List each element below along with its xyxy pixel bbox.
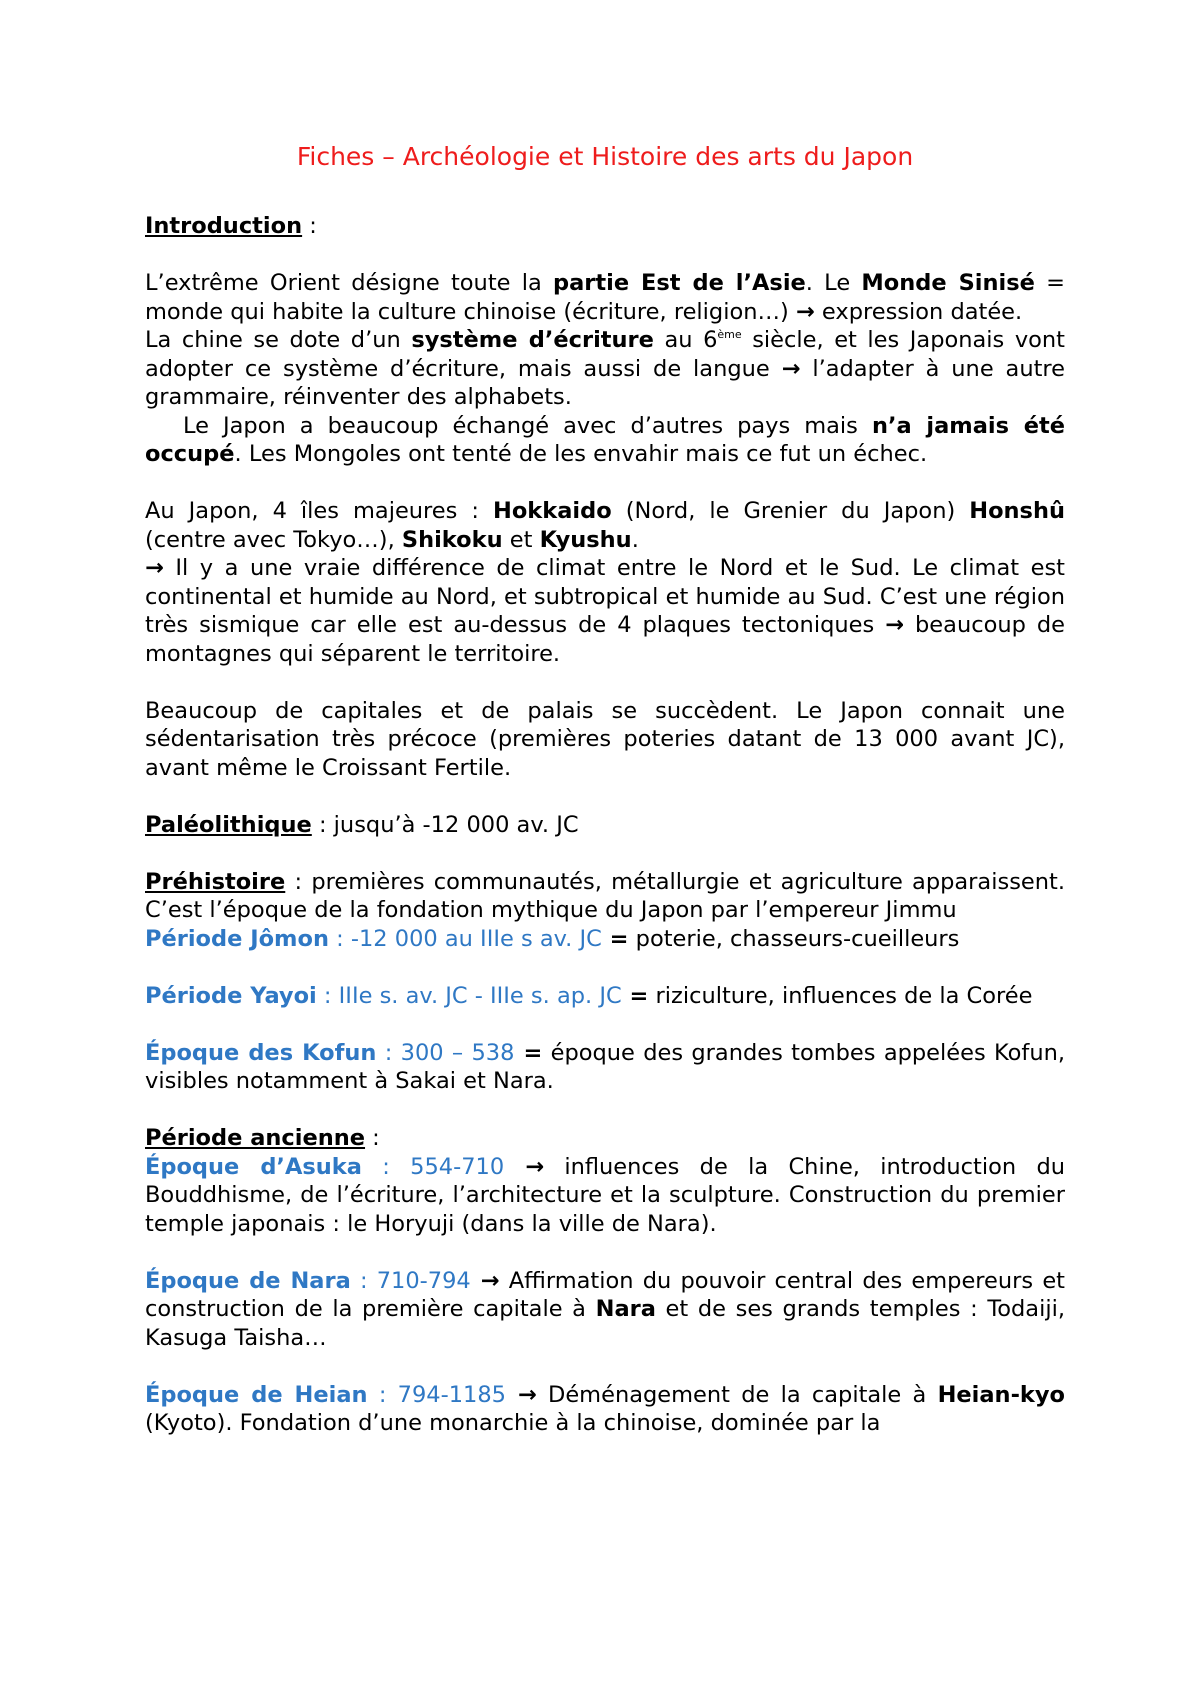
arrow-icon: → [505,1381,537,1408]
period-dates: : IIIe s. av. JC - IIIe s. ap. JC [316,982,622,1009]
intro-paragraph-2: La chine se dote d’un système d’écriture au 6ème siècle, et les Japonais vont adopter ce système d’écriture, mais aussi de langue → l’adapter à une autre grammaire, réinventer des alphabets. [145,327,1065,410]
intro-heading-line: Introduction : [145,213,317,239]
period-yayoi: Période Yayoi : IIIe s. av. JC - IIIe s. ap. JC = riziculture, influences de la Corée [145,982,1033,1009]
period-name: Époque de Nara [145,1267,351,1294]
ancienne-heading: Période ancienne [145,1125,366,1151]
arrow-icon: → [885,612,905,638]
prehistoire-paragraph: Préhistoire : premières communautés, métallurgie et agriculture apparaissent. C’est l’époque de la fondation mythique du Japon par l’empereur Jimmu [145,868,1065,923]
intro-heading: Introduction [145,213,303,239]
intro-paragraph-1: L’extrême Orient désigne toute la partie Est de l’Asie. Le Monde Sinisé = monde qui habite la culture chinoise (écriture, religion…) → expression datée. [145,270,1065,325]
period-name: Période Jômon [145,925,329,952]
period-kofun: Époque des Kofun : 300 – 538 = époque des grandes tombes appelées Kofun, visibles notamment à Sakai et Nara. [145,1039,1065,1094]
paleolithique-heading: Paléolithique [145,811,312,838]
period-nara: Époque de Nara : 710-794 → Affirmation du pouvoir central des empereurs et construction de la première capitale à Nara et de ses grands temples : Todaiji, Kasuga Taisha… [145,1267,1065,1351]
period-dates: : 300 – 538 [376,1039,515,1066]
intro-paragraph-6: Beaucoup de capitales et de palais se succèdent. Le Japon connait une sédentarisation très précoce (premières poteries datant de 13 000 avant JC), avant même le Croissant Fertile. [145,697,1065,781]
period-name: Époque de Heian [145,1381,368,1408]
arrow-icon: → [470,1267,500,1294]
period-name: Période Yayoi [145,982,317,1009]
arrow-icon: → [504,1153,545,1180]
intro-paragraph-4: Au Japon, 4 îles majeures : Hokkaido (Nord, le Grenier du Japon) Honshû (centre avec Tokyo…), Shikoku et Kyushu. [145,498,1065,553]
prehistoire-heading: Préhistoire [145,868,286,895]
period-dates: : -12 000 au IIIe s av. JC [328,925,602,952]
period-asuka: Époque d’Asuka : 554-710 → influences de la Chine, introduction du Bouddhisme, de l’écriture, l’architecture et la sculpture. Construction du premier temple japonais : le Horyuji (dans la ville de Nara). [145,1153,1065,1237]
arrow-icon: → [145,555,164,581]
paleolithique-line: Paléolithique : jusqu’à -12 000 av. JC [145,811,579,838]
period-dates: : 794-1185 [367,1381,506,1408]
period-dates: : 554-710 [361,1153,505,1180]
arrow-icon: → [781,355,801,382]
period-jomon: Période Jômon : -12 000 au IIIe s av. JC = poterie, chasseurs-cueilleurs [145,925,960,952]
period-name: Époque des Kofun [145,1039,377,1066]
intro-paragraph-3: Le Japon a beaucoup échangé avec d’autres pays mais n’a jamais été occupé. Les Mongoles ont tenté de les envahir mais ce fut un échec. [145,412,1065,467]
document-title: Fiches – Archéologie et Histoire des arts du Japon [296,142,914,171]
intro-paragraph-5: → Il y a une vraie différence de climat entre le Nord et le Sud. Le climat est continental et humide au Nord, et subtropical et humide au Sud. C’est une région très sismique car elle est au-dessus de 4 plaques tectoniques → beaucoup de montagnes qui séparent le territoire. [145,555,1065,667]
period-dates: : 710-794 [350,1267,471,1294]
period-heian: Époque de Heian : 794-1185 → Déménagement de la capitale à Heian-kyo (Kyoto). Fondation d’une monarchie à la chinoise, dominée par la [145,1381,1065,1436]
ancienne-heading-line: Période ancienne : [145,1125,380,1151]
period-name: Époque d’Asuka [145,1153,362,1180]
arrow-icon: → [795,298,815,325]
